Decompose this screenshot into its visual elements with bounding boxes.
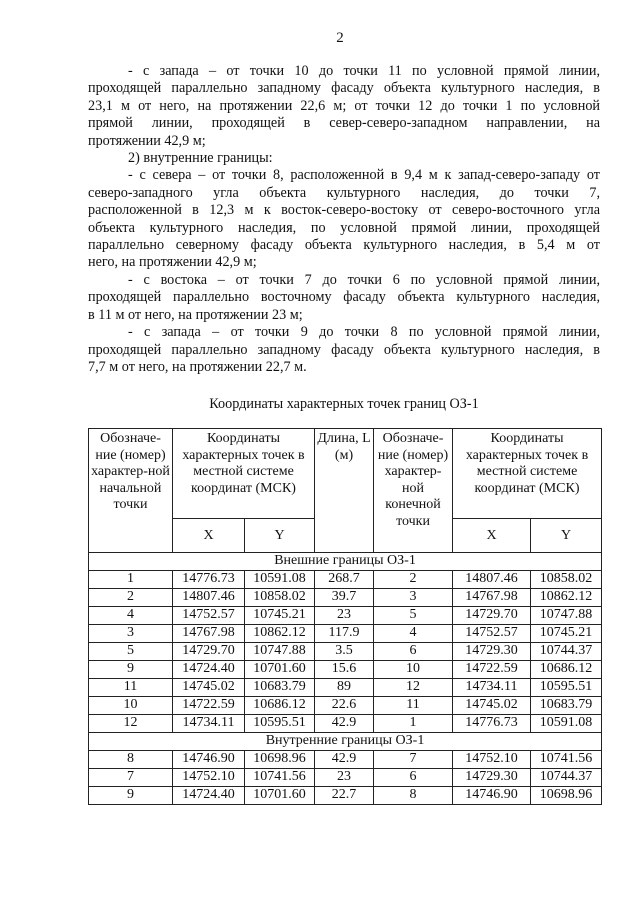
cell-end-x: 14776.73 (453, 715, 531, 733)
cell-end-point: 6 (374, 643, 453, 661)
cell-end-y: 10745.21 (531, 625, 602, 643)
header-start-point: Обозначе-ние (номер) характер-ной начальной точки (89, 429, 173, 553)
cell-start-y: 10858.02 (245, 589, 315, 607)
header-x-end: X (453, 519, 531, 553)
cell-length: 23 (315, 769, 374, 787)
text-line: 23,1 м от него, на протяжении 22,6 м; от точки 12 до точки 1 по условной (88, 97, 600, 114)
cell-length: 268.7 (315, 571, 374, 589)
cell-start-y: 10591.08 (245, 571, 315, 589)
text-line: параллельно северному фасаду объекта культурного наследия, в 5,4 м от (88, 237, 600, 254)
table-row (89, 589, 602, 607)
cell-start-x: 14752.10 (173, 769, 245, 787)
cell-length: 89 (315, 679, 374, 697)
cell-start-point: 10 (89, 697, 173, 715)
cell-end-point: 7 (374, 751, 453, 769)
cell-start-y: 10741.56 (245, 769, 315, 787)
cell-start-point: 12 (89, 715, 173, 733)
header-y-end: Y (531, 519, 602, 553)
cell-length: 22.7 (315, 787, 374, 805)
cell-start-y: 10862.12 (245, 625, 315, 643)
cell-end-y: 10686.12 (531, 661, 602, 679)
cell-start-point: 3 (89, 625, 173, 643)
cell-start-point: 5 (89, 643, 173, 661)
cell-end-x: 14729.30 (453, 643, 531, 661)
cell-length: 42.9 (315, 751, 374, 769)
section-row (89, 553, 602, 571)
cell-end-x: 14745.02 (453, 697, 531, 715)
section-row (89, 733, 602, 751)
cell-end-y: 10683.79 (531, 697, 602, 715)
cell-length: 42.9 (315, 715, 374, 733)
cell-end-point: 5 (374, 607, 453, 625)
cell-length: 22.6 (315, 697, 374, 715)
cell-start-point: 9 (89, 787, 173, 805)
text-line: - с запада – от точки 10 до точки 11 по условной прямой линии, (128, 63, 600, 79)
cell-end-point: 2 (374, 571, 453, 589)
table-row (89, 697, 602, 715)
cell-start-y: 10683.79 (245, 679, 315, 697)
cell-start-x: 14722.59 (173, 697, 245, 715)
cell-end-point: 11 (374, 697, 453, 715)
text-line: - с востока – от точки 7 до точки 6 по условной прямой линии, (128, 271, 600, 288)
cell-start-x: 14776.73 (173, 571, 245, 589)
cell-end-x: 14722.59 (453, 661, 531, 679)
text-line: северо-западного угла объекта культурного наследия, до точки 7, (88, 184, 600, 201)
header-x-start: X (173, 519, 245, 553)
body-text (88, 63, 600, 376)
cell-end-y: 10591.08 (531, 715, 602, 733)
cell-end-point: 10 (374, 661, 453, 679)
cell-end-point: 12 (374, 679, 453, 697)
cell-length: 3.5 (315, 643, 374, 661)
cell-length: 15.6 (315, 661, 374, 679)
text-line: проходящей параллельно восточному фасаду объекта культурного наследия, (88, 289, 600, 306)
text-line: в 11 м от него, на протяжении 23 м; (88, 306, 303, 323)
text-line: объекта культурного наследия, по условной прямой линии, проходящей (88, 219, 600, 236)
cell-start-y: 10745.21 (245, 607, 315, 625)
table-row (89, 643, 602, 661)
text-line: расположенной в 12,3 м к восток-северо-востоку от северо-восточного угла (88, 202, 600, 219)
cell-start-x: 14724.40 (173, 661, 245, 679)
header-y-start: Y (245, 519, 315, 553)
text-line: 2) внутренние границы: (128, 150, 273, 167)
cell-end-x: 14767.98 (453, 589, 531, 607)
section-title: Внутренние границы ОЗ-1 (89, 733, 602, 751)
cell-end-y: 10862.12 (531, 589, 602, 607)
cell-start-x: 14734.11 (173, 715, 245, 733)
cell-start-x: 14807.46 (173, 589, 245, 607)
cell-start-point: 4 (89, 607, 173, 625)
table-row (89, 661, 602, 679)
cell-start-point: 2 (89, 589, 173, 607)
table-row (89, 751, 602, 769)
cell-end-point: 6 (374, 769, 453, 787)
text-line: 7,7 м от него, на протяжении 22,7 м. (88, 358, 307, 375)
cell-end-x: 14807.46 (453, 571, 531, 589)
coordinates-table (88, 428, 602, 805)
header-length: Длина, L (м) (315, 429, 374, 553)
cell-start-point: 11 (89, 679, 173, 697)
cell-start-point: 9 (89, 661, 173, 679)
cell-start-y: 10686.12 (245, 697, 315, 715)
cell-end-y: 10747.88 (531, 607, 602, 625)
cell-end-y: 10744.37 (531, 643, 602, 661)
cell-end-y: 10595.51 (531, 679, 602, 697)
cell-end-x: 14752.10 (453, 751, 531, 769)
cell-start-point: 7 (89, 769, 173, 787)
cell-end-x: 14752.57 (453, 625, 531, 643)
text-line: - с севера – от точки 8, расположенной в 9,4 м к запад-северо-западу от (128, 167, 600, 184)
table-row (89, 679, 602, 697)
cell-start-point: 1 (89, 571, 173, 589)
cell-length: 39.7 (315, 589, 374, 607)
cell-start-x: 14745.02 (173, 679, 245, 697)
cell-length: 23 (315, 607, 374, 625)
cell-start-x: 14767.98 (173, 625, 245, 643)
header-coords-start: Координаты характерных точек в местной системе координат (МСК) (173, 429, 315, 519)
table-row (89, 607, 602, 625)
cell-start-x: 14724.40 (173, 787, 245, 805)
section-title: Внешние границы ОЗ-1 (89, 553, 602, 571)
header-end-point: Обозначе-ние (номер) характер-ной конечной точки (374, 429, 453, 553)
cell-start-y: 10747.88 (245, 643, 315, 661)
cell-end-x: 14746.90 (453, 787, 531, 805)
cell-end-point: 1 (374, 715, 453, 733)
table-title: Координаты характерных точек границ ОЗ-1 (209, 396, 479, 412)
cell-end-point: 3 (374, 589, 453, 607)
text-line: протяжении 42,9 м; (88, 132, 206, 149)
cell-end-point: 8 (374, 787, 453, 805)
text-line: проходящей параллельно западному фасаду объекта культурного наследия, в (88, 80, 600, 97)
cell-start-x: 14752.57 (173, 607, 245, 625)
text-line: проходящей параллельно западному фасаду объекта культурного наследия, в (88, 341, 600, 358)
text-line: него, на протяжении 42,9 м; (88, 254, 257, 271)
table-row (89, 571, 602, 589)
table-row (89, 769, 602, 787)
cell-end-y: 10741.56 (531, 751, 602, 769)
cell-start-x: 14729.70 (173, 643, 245, 661)
cell-start-y: 10701.60 (245, 661, 315, 679)
cell-length: 117.9 (315, 625, 374, 643)
cell-start-y: 10698.96 (245, 751, 315, 769)
page-number: 2 (336, 30, 344, 46)
text-line: - с запада – от точки 9 до точки 8 по условной прямой линии, (128, 324, 600, 341)
cell-start-x: 14746.90 (173, 751, 245, 769)
cell-end-point: 4 (374, 625, 453, 643)
cell-start-point: 8 (89, 751, 173, 769)
cell-start-y: 10701.60 (245, 787, 315, 805)
cell-end-x: 14729.70 (453, 607, 531, 625)
cell-end-y: 10858.02 (531, 571, 602, 589)
table-row (89, 715, 602, 733)
cell-end-y: 10698.96 (531, 787, 602, 805)
cell-start-y: 10595.51 (245, 715, 315, 733)
cell-end-y: 10744.37 (531, 769, 602, 787)
text-line: прямой линии, проходящей в север-северо-западном направлении, на (88, 115, 600, 132)
cell-end-x: 14729.30 (453, 769, 531, 787)
header-coords-end: Координаты характерных точек в местной системе координат (МСК) (453, 429, 602, 519)
cell-end-x: 14734.11 (453, 679, 531, 697)
table-row (89, 787, 602, 805)
table-row (89, 625, 602, 643)
